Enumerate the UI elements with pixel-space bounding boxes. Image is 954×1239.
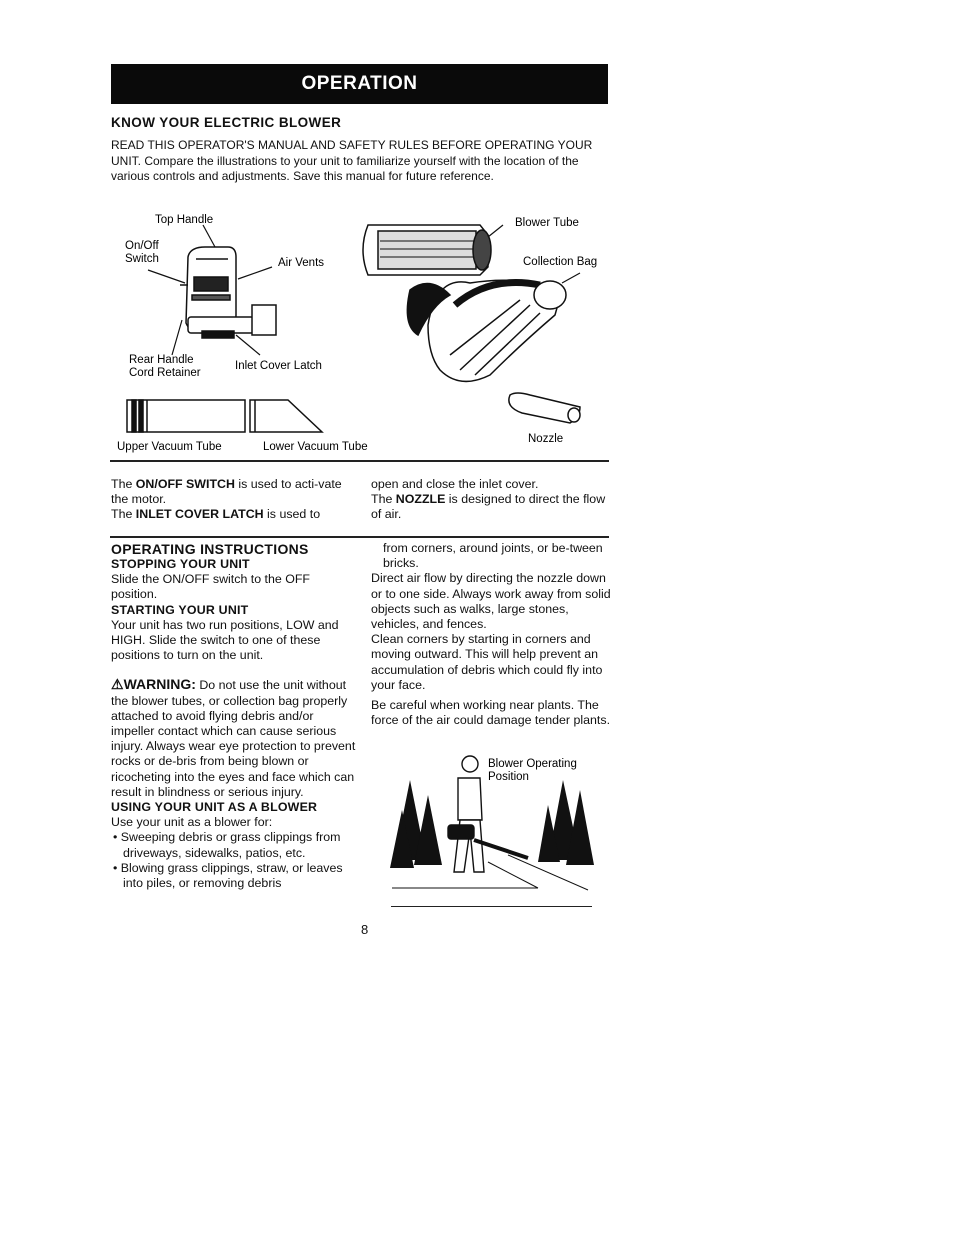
- label-collection-bag: Collection Bag: [523, 256, 598, 268]
- nozzle-paragraph: The NOZZLE is designed to direct the flow of air.: [371, 492, 606, 522]
- label-upper-vacuum-tube: Upper Vacuum Tube: [117, 441, 222, 453]
- lower-vacuum-tube-illustration: [250, 400, 322, 432]
- bullet-sweeping: • Sweeping debris or grass clippings from driveways, sidewalks, patios, etc.: [113, 830, 341, 860]
- inlet-latch-paragraph: The INLET COVER LATCH is used to: [111, 507, 321, 522]
- intro-text: READ THIS OPERATOR'S MANUAL AND SAFETY RULES BEFORE OPERATING YOUR UNIT. Compare the illustrations to your unit to familiarize yourself with the location of the various controls and adjustments. Save this manual for future reference.: [111, 138, 593, 183]
- parts-diagram: [110, 195, 620, 460]
- direct-airflow-paragraph: Direct air flow by directing the nozzle down or to one side. Always work away from solid objects such as walks, large stones, vehicles, and fences.: [371, 571, 611, 632]
- label-blower-tube: Blower Tube: [515, 217, 579, 229]
- label-rear-handle: Rear Handle: [129, 354, 194, 366]
- label-on-off-1: On/Off: [125, 240, 159, 252]
- operating-left-column: [111, 541, 356, 891]
- bullet-blowing-continued: from corners, around joints, or be-tween bricks.: [383, 541, 603, 571]
- collection-bag-illustration: [407, 280, 566, 381]
- nozzle-illustration: [509, 393, 580, 423]
- position-label-2: Position: [488, 771, 529, 783]
- label-air-vents: Air Vents: [278, 257, 325, 269]
- starting-text: Your unit has two run positions, LOW and HIGH. Slide the switch to one of these positions to turn on the unit.: [111, 617, 339, 663]
- blower-tube-illustration: [363, 225, 491, 275]
- know-heading: KNOW YOUR ELECTRIC BLOWER: [111, 115, 342, 130]
- label-nozzle: Nozzle: [528, 433, 564, 445]
- divider-middle: [110, 536, 609, 538]
- position-label-1: Blower Operating: [488, 758, 577, 770]
- label-inlet-cover-latch: Inlet Cover Latch: [235, 360, 322, 372]
- stopping-text: Slide the ON/OFF switch to the OFF position.: [111, 572, 310, 602]
- label-on-off-2: Switch: [125, 253, 159, 265]
- divider-top: [110, 460, 609, 462]
- label-cord-retainer: Cord Retainer: [129, 367, 201, 379]
- on-off-paragraph: The ON/OFF SWITCH is used to acti-vate the motor.: [111, 477, 342, 507]
- warning-icon: ⚠: [111, 676, 124, 693]
- blower-unit-illustration: [180, 247, 276, 338]
- controls-left: [111, 477, 351, 523]
- upper-vacuum-tube-illustration: [127, 400, 245, 432]
- clean-corners-paragraph: Clean corners by starting in corners and moving outward. This will help prevent an accumulation of debris which could fly into your face.: [371, 632, 603, 692]
- tree-right-illustration: [538, 780, 594, 865]
- divider-bottom: [391, 906, 592, 907]
- plants-paragraph: Be careful when working near plants. The force of the air could damage tender plants.: [371, 698, 611, 728]
- tree-left-illustration: [390, 780, 442, 868]
- starting-heading: STARTING YOUR UNIT: [111, 602, 249, 617]
- label-lower-vacuum-tube: Lower Vacuum Tube: [263, 441, 368, 453]
- controls-right: [371, 477, 611, 523]
- operating-right-column: [371, 541, 611, 728]
- section-header: OPERATION: [111, 64, 608, 104]
- stopping-heading: STOPPING YOUR UNIT: [111, 557, 250, 571]
- warning-paragraph: ⚠WARNING: Do not use the unit without the blower tubes, or collection bag properly attached to avoid flying debris and/or impeller contact which can cause serious injury. Always wear eye protection to prevent rocks or de-bris from being blown or ricocheting into the eyes and face which can result in blindness or serious injury.: [111, 676, 356, 799]
- page-number: 8: [361, 922, 369, 937]
- bullet-blowing: • Blowing grass clippings, straw, or leaves into piles, or removing debris: [113, 860, 343, 891]
- operating-position-illustration: [388, 750, 610, 910]
- using-text: Use your unit as a blower for:: [111, 815, 273, 830]
- label-top-handle: Top Handle: [155, 214, 214, 226]
- inlet-latch-continued: open and close the inlet cover.: [371, 477, 539, 491]
- using-heading: USING YOUR UNIT AS A BLOWER: [111, 800, 318, 815]
- operating-heading: OPERATING INSTRUCTIONS: [111, 541, 309, 557]
